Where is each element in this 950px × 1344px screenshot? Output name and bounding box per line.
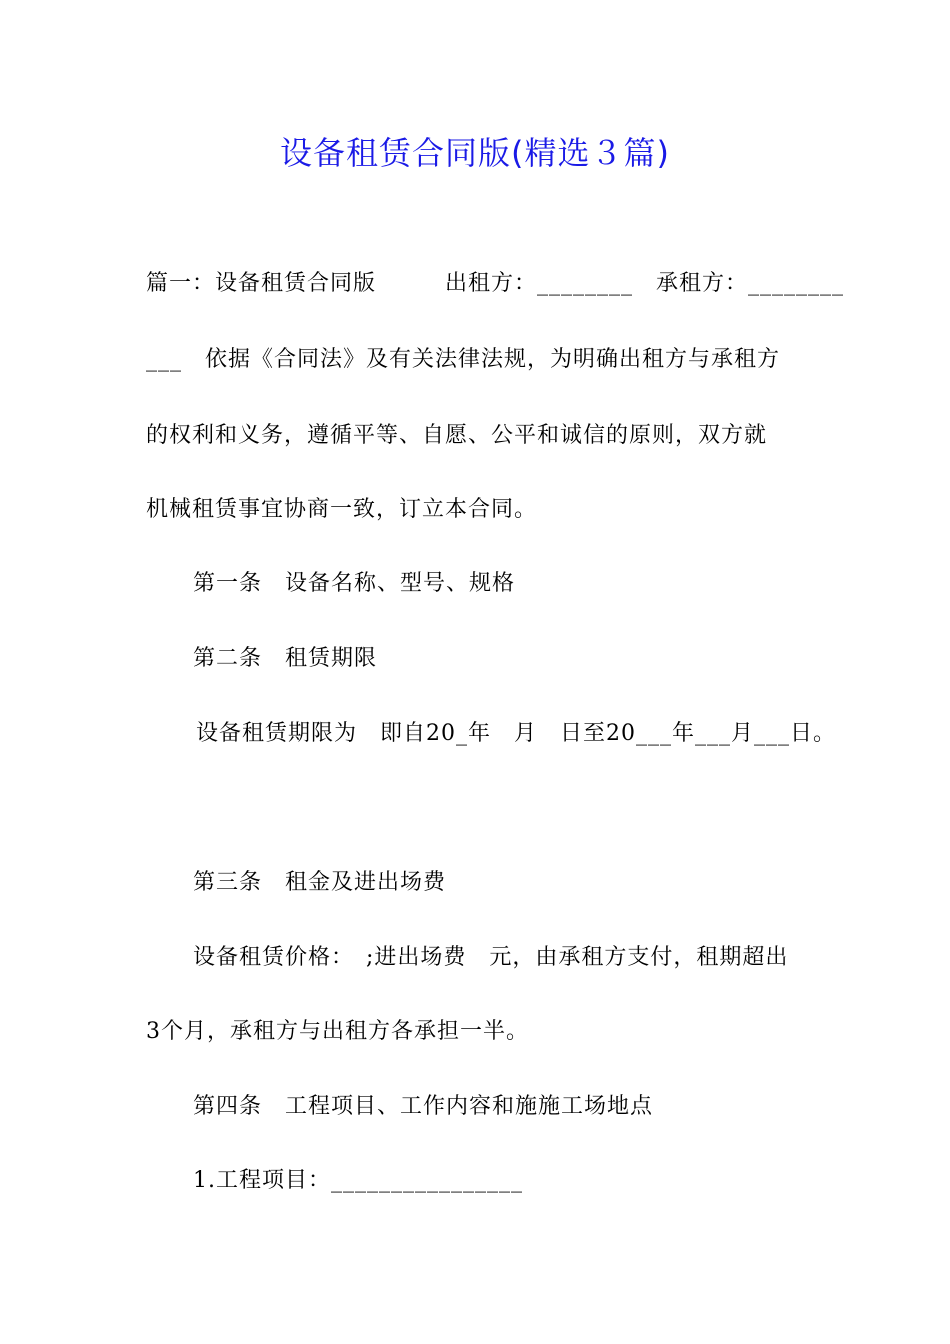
rent-price-line: 设备租赁价格： ;进出场费 元，由承租方支付，租期超出 <box>193 945 789 970</box>
rent-price-line-cont: 3个月，承租方与出租方各承担一半。 <box>146 1019 529 1044</box>
document-title: 设备租赁合同版(精选３篇) <box>280 134 670 172</box>
lease-term-line: 设备租赁期限为 即自20_年 月 日至20___年___月___日。 <box>196 721 836 746</box>
project-item-line: 1.工程项目：________________ <box>193 1168 523 1193</box>
article-3-heading: 第三条 租金及进出场费 <box>193 870 447 895</box>
paragraph-line-4: 机械租赁事宜协商一致，订立本合同。 <box>146 497 538 522</box>
article-2-heading: 第二条 租赁期限 <box>193 646 378 671</box>
article-4-heading: 第四条 工程项目、工作内容和施施工场地点 <box>193 1094 654 1119</box>
paragraph-line-1: 篇一：设备租赁合同版 出租方：________ 承租方：________ <box>146 271 845 296</box>
article-1-heading: 第一条 设备名称、型号、规格 <box>193 571 516 596</box>
paragraph-line-3: 的权利和义务，遵循平等、自愿、公平和诚信的原则，双方就 <box>146 423 768 448</box>
paragraph-line-2: ___ 依据《合同法》及有关法律法规，为明确出租方与承租方 <box>146 347 781 372</box>
